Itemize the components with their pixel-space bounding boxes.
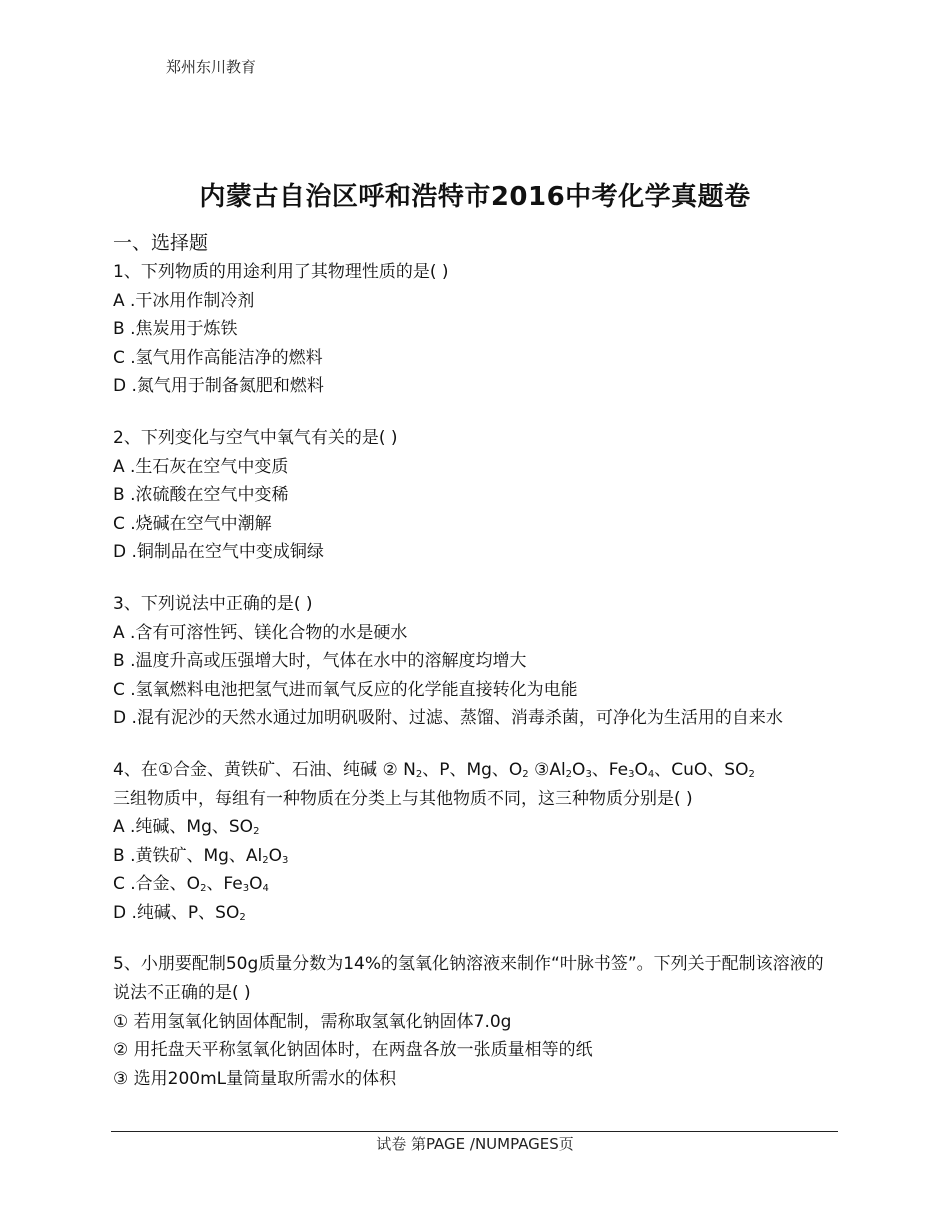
question-4-stem-continued: 三组物质中，每组有一种物质在分类上与其他物质不同，这三种物质分别是( ) [113, 788, 693, 809]
question-2-option-d: D .铜制品在空气中变成铜绿 [113, 542, 324, 563]
question-1-option-d: D .氮气用于制备氮肥和燃料 [113, 376, 324, 397]
question-5-item-1: ① 若用氢氧化钠固体配制，需称取氢氧化钠固体7.0g [113, 1011, 512, 1032]
question-3-option-d: D .混有泥沙的天然水通过加明矾吸附、过滤、蒸馏、消毒杀菌，可净化为生活用的自来水 [113, 708, 783, 729]
question-2-option-a: A .生石灰在空气中变质 [113, 456, 289, 477]
question-3-option-b: B .温度升高或压强增大时，气体在水中的溶解度均增大 [113, 651, 527, 672]
question-2-stem: 2、下列变化与空气中氧气有关的是( ) [113, 427, 398, 448]
question-4-option-a: A .纯碱、Mg、$SO_2$ [113, 817, 260, 838]
question-4-option-d: D .纯碱、P、$SO_2$ [113, 902, 246, 923]
question-4-option-c: C .合金、$O_2$、$Fe_3O_4$ [113, 874, 269, 895]
question-1-option-a: A .干冰用作制冷剂 [113, 290, 255, 311]
question-5 [113, 950, 833, 1093]
question-1-option-c: C .氢气用作高能洁净的燃料 [113, 347, 323, 368]
footer-divider [111, 1131, 838, 1132]
exam-title: 内蒙古自治区呼和浩特市2016中考化学真题卷 [199, 182, 751, 212]
question-3-option-a: A .含有可溶性钙、镁化合物的水是硬水 [113, 622, 408, 643]
question-1-option-b: B .焦炭用于炼铁 [113, 319, 238, 340]
question-4-option-b: B .黄铁矿、Mg、$Al_2O_3$ [113, 845, 289, 866]
question-3-stem: 3、下列说法中正确的是( ) [113, 593, 313, 614]
question-4-stem: 4、在①合金、黄铁矿、石油、纯碱 ② $N_2$、P、Mg、$O_2$ $③Al_2O_3$、$Fe_3O_4$、CuO、$SO_2$ [113, 759, 755, 780]
question-1 [113, 258, 833, 401]
question-1-stem: 1、下列物质的用途利用了其物理性质的是( ) [113, 262, 449, 282]
question-2-option-c: C .烧碱在空气中潮解 [113, 513, 272, 534]
header-organization: 郑州东川教育 [166, 58, 257, 76]
question-4 [113, 756, 833, 928]
footer-page-number: 试卷 第PAGE /NUMPAGES页 [376, 1135, 574, 1153]
question-2-option-b: B .浓硫酸在空气中变稀 [113, 485, 289, 506]
question-5-item-3: ③ 选用200mL量筒量取所需水的体积 [113, 1068, 397, 1089]
question-3 [113, 590, 833, 733]
exam-content [113, 228, 833, 1093]
question-5-item-2: ② 用托盘天平称氢氧化钠固体时，在两盘各放一张质量相等的纸 [113, 1040, 593, 1061]
section-heading: 一、选择题 [113, 232, 209, 254]
question-5-stem: 5、小朋要配制50g质量分数为14%的氢氧化钠溶液来制作“叶脉书签”。下列关于配制该溶液的说法不正确的是( ) [113, 954, 824, 1004]
question-3-option-c: C .氢氧燃料电池把氢气进而氧气反应的化学能直接转化为电能 [113, 679, 578, 700]
question-2 [113, 424, 833, 567]
